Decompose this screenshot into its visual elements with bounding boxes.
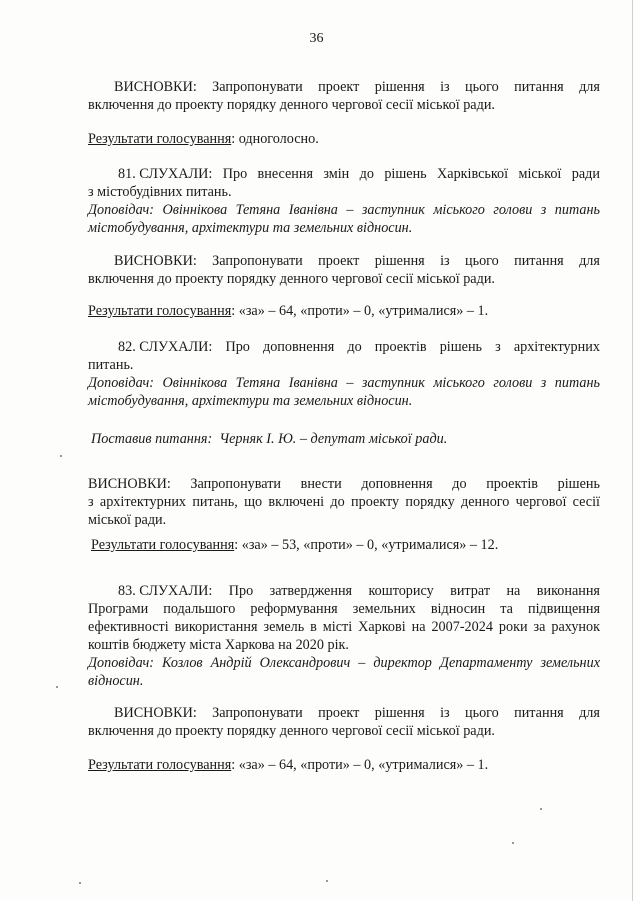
word: до bbox=[359, 166, 374, 182]
conclusions-line bbox=[88, 475, 600, 493]
conclusions-block-3 bbox=[88, 475, 600, 529]
word: питання bbox=[514, 79, 564, 95]
conclusions-line bbox=[88, 704, 600, 722]
word: на bbox=[506, 583, 521, 599]
item-text: питань. bbox=[88, 357, 134, 373]
word: проект bbox=[318, 705, 360, 721]
vote-result-value: : одноголосно. bbox=[231, 131, 319, 147]
scan-speck bbox=[326, 880, 328, 882]
word: для bbox=[579, 79, 600, 95]
word: із bbox=[440, 79, 450, 95]
word: Про bbox=[228, 583, 254, 599]
question-raised bbox=[91, 430, 603, 448]
word: цього bbox=[465, 705, 499, 721]
vote-result-4 bbox=[88, 756, 600, 774]
conclusions-text: включення до проекту порядку денного чергової сесії міської ради. bbox=[88, 271, 495, 287]
word: проект bbox=[318, 79, 360, 95]
vote-result-label: Результати голосування bbox=[88, 303, 232, 319]
conclusions-label: ВИСНОВКИ: bbox=[114, 705, 197, 721]
speaker-label: Доповідач: bbox=[88, 375, 154, 391]
word: до bbox=[452, 476, 467, 492]
word: Запропонувати bbox=[212, 79, 303, 95]
speaker-label: Доповідач: bbox=[88, 202, 154, 218]
agenda-item-83 bbox=[88, 582, 600, 690]
item-heading: 83. СЛУХАЛИ: bbox=[118, 583, 213, 599]
word: із bbox=[440, 705, 450, 721]
conclusions-block-2 bbox=[88, 252, 600, 288]
word: рішень bbox=[557, 476, 600, 492]
word: доповнення bbox=[361, 476, 433, 492]
speaker-name: Козлов Андрій Олександрович – директор Департаменту земельних відносин. bbox=[88, 655, 600, 689]
conclusions-block-4 bbox=[88, 704, 600, 740]
item-text: з містобудівних питань. bbox=[88, 184, 232, 200]
word: з bbox=[495, 339, 501, 355]
word: до bbox=[347, 339, 362, 355]
conclusions-text: з архітектурних питань, що включені до проекту порядку денного чергової сесії міської ради. bbox=[88, 494, 600, 528]
speaker bbox=[88, 201, 600, 237]
word: питання bbox=[514, 253, 564, 269]
word: рішення bbox=[374, 79, 425, 95]
item-heading: 82. СЛУХАЛИ: bbox=[118, 339, 213, 355]
speaker-label: Доповідач: bbox=[88, 655, 154, 671]
agenda-item-82 bbox=[88, 338, 600, 410]
word: Про bbox=[225, 339, 250, 355]
vote-result-2 bbox=[88, 302, 600, 320]
word: рішення bbox=[374, 253, 425, 269]
word: для bbox=[579, 705, 600, 721]
conclusions-label: ВИСНОВКИ: bbox=[88, 476, 171, 492]
word: виконання bbox=[536, 583, 600, 599]
word: архітектурних bbox=[513, 339, 600, 355]
item-text: Програми подальшого реформування земельних відносин та підвищення ефективності використання земель в місті Харкові на 2007-2024 роки за рахунок коштів бюджету міста Харкова на 2020 рік. bbox=[88, 601, 600, 653]
word: затвердження bbox=[269, 583, 353, 599]
conclusions-text: включення до проекту порядку денного чергової сесії міської ради. bbox=[88, 723, 495, 739]
item-heading-line bbox=[88, 338, 600, 356]
conclusions-block-1 bbox=[88, 78, 600, 114]
page-number: 36 bbox=[309, 31, 324, 46]
vote-result-1 bbox=[88, 130, 600, 148]
item-heading-line bbox=[88, 582, 600, 600]
item-heading: 81. СЛУХАЛИ: bbox=[118, 166, 213, 182]
word: для bbox=[579, 253, 600, 269]
scan-speck bbox=[540, 808, 542, 810]
conclusions-label: ВИСНОВКИ: bbox=[114, 79, 197, 95]
vote-result-label: Результати голосування bbox=[91, 537, 235, 553]
speaker bbox=[88, 654, 600, 690]
word: із bbox=[440, 253, 450, 269]
word: ради bbox=[571, 166, 600, 182]
scan-speck bbox=[79, 882, 81, 884]
vote-result-3 bbox=[91, 536, 603, 554]
question-raised-label: Поставив питання: bbox=[91, 431, 213, 447]
word: проектів bbox=[374, 339, 427, 355]
word: проект bbox=[318, 253, 360, 269]
word: цього bbox=[465, 253, 499, 269]
word: питання bbox=[514, 705, 564, 721]
vote-result-value: : «за» – 64, «проти» – 0, «утрималися» – 1. bbox=[231, 757, 489, 773]
word: змін bbox=[323, 166, 350, 182]
question-raised-text: Черняк І. Ю. – депутат міської ради. bbox=[212, 431, 448, 447]
word: проектів bbox=[486, 476, 538, 492]
conclusions-text: включення до проекту порядку денного чергової сесії міської ради. bbox=[88, 97, 495, 113]
word: Запропонувати bbox=[212, 705, 303, 721]
word: доповнення bbox=[262, 339, 335, 355]
vote-result-label: Результати голосування bbox=[88, 757, 232, 773]
speaker-name: Овіннікова Тетяна Іванівна – заступник міського голови з питань містобудування, архітектури та земельних відносин. bbox=[88, 375, 600, 409]
speaker-name: Овіннікова Тетяна Іванівна – заступник міського голови з питань містобудування, архітектури та земельних відносин. bbox=[88, 202, 600, 236]
word: внести bbox=[300, 476, 342, 492]
scan-speck bbox=[60, 455, 62, 457]
word: внесення bbox=[257, 166, 313, 182]
word: рішень bbox=[439, 339, 483, 355]
conclusions-line bbox=[88, 78, 600, 96]
vote-result-label: Результати голосування bbox=[88, 131, 232, 147]
word: рішення bbox=[374, 705, 425, 721]
word: міської bbox=[518, 166, 562, 182]
conclusions-line bbox=[88, 252, 600, 270]
item-heading-line bbox=[88, 165, 600, 183]
vote-result-value: : «за» – 64, «проти» – 0, «утрималися» – 1. bbox=[231, 303, 489, 319]
word: рішень bbox=[384, 166, 427, 182]
word: витрат bbox=[450, 583, 491, 599]
scan-speck bbox=[56, 686, 58, 688]
word: цього bbox=[465, 79, 499, 95]
agenda-item-81 bbox=[88, 165, 600, 237]
speaker bbox=[88, 374, 600, 410]
scan-speck bbox=[512, 842, 514, 844]
vote-result-value: : «за» – 53, «проти» – 0, «утрималися» – 12. bbox=[234, 537, 499, 553]
word: кошторису bbox=[368, 583, 434, 599]
conclusions-label: ВИСНОВКИ: bbox=[114, 253, 197, 269]
word: Запропонувати bbox=[212, 253, 303, 269]
word: Запропонувати bbox=[190, 476, 282, 492]
word: Про bbox=[222, 166, 248, 182]
word: Харківської bbox=[437, 166, 509, 182]
